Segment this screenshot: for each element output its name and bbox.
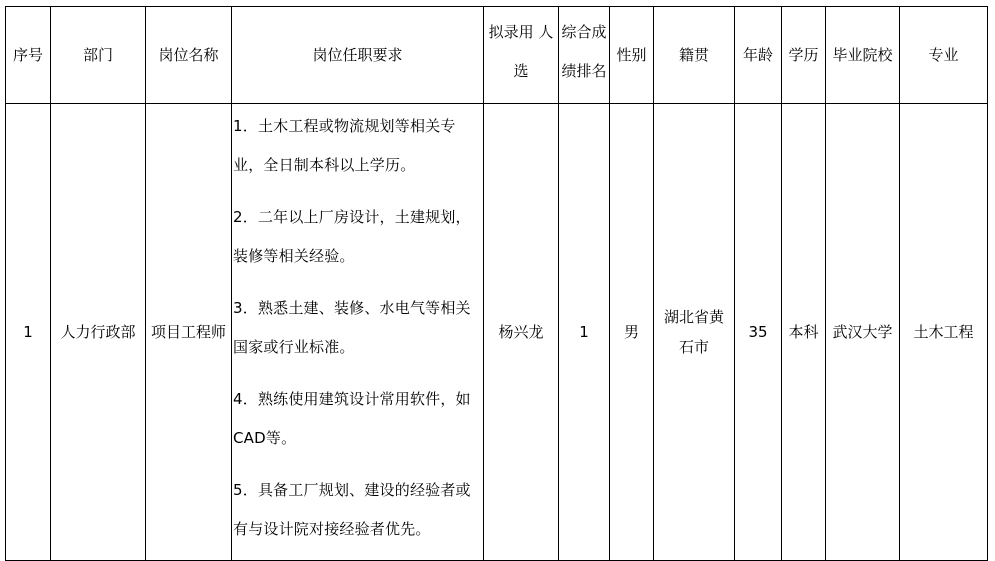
header-dept: 部门 [51,7,146,104]
header-gender: 性别 [610,7,654,104]
header-school: 毕业院校 [826,7,900,104]
table-header-row [6,7,988,104]
cell-hometown: 湖北省黄石市 [654,104,735,561]
cell-major: 土木工程 [900,104,988,561]
cell-position: 项目工程师 [146,104,232,561]
cell-rank: 1 [559,104,610,561]
cell-dept: 人力行政部 [51,104,146,561]
header-education: 学历 [782,7,826,104]
cell-requirements [232,104,484,561]
table-row [6,104,988,561]
header-hometown: 籍贯 [654,7,735,104]
requirement-item: 1．土木工程或物流规划等相关专业，全日制本科以上学历。 [233,117,456,174]
cell-education: 本科 [782,104,826,561]
requirement-item: 4．熟练使用建筑设计常用软件，如CAD等。 [233,390,471,447]
header-no: 序号 [6,7,51,104]
cell-candidate: 杨兴龙 [484,104,559,561]
cell-age: 35 [735,104,782,561]
header-candidate: 拟录用 人选 [484,7,559,104]
header-requirements: 岗位任职要求 [232,7,484,104]
header-rank: 综合成绩排名 [559,7,610,104]
cell-gender: 男 [610,104,654,561]
header-age: 年龄 [735,7,782,104]
header-position: 岗位名称 [146,7,232,104]
requirement-item: 5．具备工厂规划、建设的经验者或有与设计院对接经验者优先。 [233,481,471,538]
cell-school: 武汉大学 [826,104,900,561]
recruitment-table [5,6,988,561]
requirement-item: 3．熟悉土建、装修、水电气等相关国家或行业标准。 [233,299,471,356]
cell-no: 1 [6,104,51,561]
requirement-item: 2．二年以上厂房设计，土建规划，装修等相关经验。 [233,208,471,265]
header-major: 专业 [900,7,988,104]
